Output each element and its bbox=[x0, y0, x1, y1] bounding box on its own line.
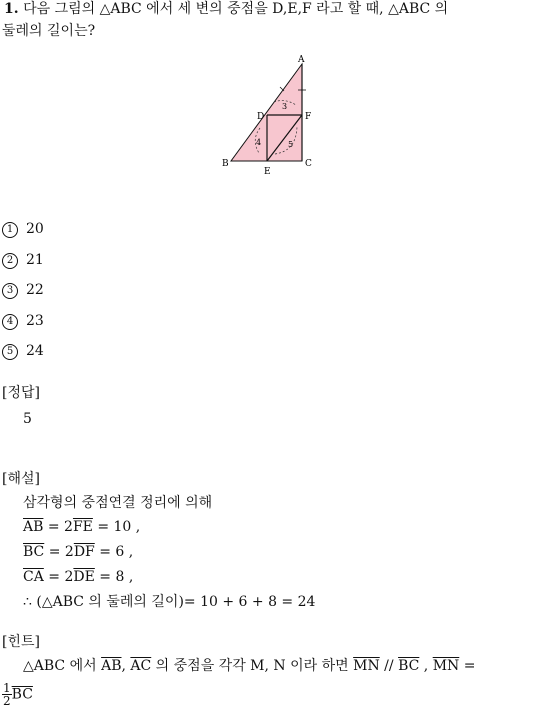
choice-marker: 1 bbox=[2, 222, 18, 238]
equation-text: = 6 , bbox=[94, 544, 134, 560]
choice-marker: 2 bbox=[2, 253, 18, 269]
segment-label: $\overline{DE}$ bbox=[73, 569, 95, 585]
question-text-2: 둘레의 길이는? bbox=[2, 23, 96, 39]
label-f: F bbox=[305, 112, 312, 122]
choice-value: 21 bbox=[26, 252, 44, 268]
choice-4[interactable] bbox=[2, 313, 44, 330]
choice-value: 24 bbox=[26, 343, 44, 359]
question-line-1 bbox=[4, 0, 448, 18]
answer-value: 5 bbox=[23, 411, 32, 427]
hint-text: = bbox=[459, 658, 476, 674]
length-df: 3 bbox=[282, 102, 288, 111]
segment-label: $\overline{BC}$ bbox=[23, 544, 45, 560]
choice-marker: 5 bbox=[2, 344, 18, 360]
equation-text: = 2 bbox=[43, 519, 73, 535]
choice-marker: 3 bbox=[2, 283, 18, 299]
fraction-denominator: 2 bbox=[3, 694, 11, 708]
choice-value: 22 bbox=[26, 282, 44, 298]
label-d: D bbox=[257, 112, 265, 122]
explanation-eq-2 bbox=[23, 543, 133, 561]
segment-label: $\overline{DF}$ bbox=[73, 544, 95, 560]
equation-text: = 10 , bbox=[92, 519, 141, 535]
choice-3[interactable] bbox=[2, 282, 44, 299]
equation-text: = 8 , bbox=[94, 569, 134, 585]
explanation-intro: 삼각형의 중점연결 정리에 의해 bbox=[23, 495, 213, 511]
hint-heading: [힌트] bbox=[2, 634, 40, 650]
segment-label: $\overline{AB}$ bbox=[23, 519, 44, 535]
question-text-1: 다음 그림의 △ABC 에서 세 변의 중점을 D,E,F 라고 할 때, △ABC 의 bbox=[23, 1, 449, 17]
length-de: 4 bbox=[256, 138, 262, 147]
choice-1[interactable] bbox=[2, 221, 44, 238]
segment-label: $\overline{FE}$ bbox=[72, 519, 93, 535]
hint-text: , bbox=[419, 658, 433, 674]
hint-text: // bbox=[379, 658, 399, 674]
hint-text: , bbox=[121, 658, 131, 674]
segment-label: $\overline{AC}$ bbox=[130, 658, 152, 674]
choice-value: 23 bbox=[26, 313, 44, 329]
fraction-numerator: 1 bbox=[3, 681, 11, 695]
label-b: B bbox=[222, 159, 229, 169]
choice-value: 20 bbox=[26, 221, 44, 237]
fraction-one-half bbox=[2, 682, 12, 707]
segment-label: $\overline{MN}$ bbox=[353, 658, 380, 674]
explanation-conclusion: ∴ (△ABC 의 둘레의 길이)= 10 + 6 + 8 = 24 bbox=[23, 594, 316, 610]
answer-heading: [정답] bbox=[2, 385, 40, 401]
segment-label: $\overline{BC}$ bbox=[11, 686, 33, 703]
length-ef: 5 bbox=[288, 140, 294, 149]
triangle-figure bbox=[218, 54, 318, 176]
hint-text: 의 중점을 각각 M, N 이라 하면 bbox=[151, 658, 354, 674]
segment-label: $\overline{AB}$ bbox=[101, 658, 122, 674]
explanation-eq-1 bbox=[23, 518, 140, 536]
choice-5[interactable] bbox=[2, 343, 44, 360]
question-line-2 bbox=[2, 22, 95, 40]
segment-label: $\overline{BC}$ bbox=[398, 658, 420, 674]
choice-2[interactable] bbox=[2, 252, 44, 269]
segment-label: $\overline{MN}$ bbox=[432, 658, 460, 674]
choice-marker: 4 bbox=[2, 314, 18, 330]
question-number: 1. bbox=[4, 1, 19, 17]
equation-text: = 2 bbox=[44, 544, 74, 560]
hint-line-2 bbox=[2, 682, 33, 707]
label-e: E bbox=[264, 167, 271, 176]
segment-label: $\overline{CA}$ bbox=[23, 569, 44, 585]
label-c: C bbox=[305, 159, 312, 169]
equation-text: = 2 bbox=[43, 569, 74, 585]
hint-line-1 bbox=[23, 657, 475, 675]
explanation-eq-3 bbox=[23, 568, 133, 586]
label-a: A bbox=[298, 55, 305, 65]
explanation-heading: [해설] bbox=[2, 471, 40, 487]
hint-text: △ABC 에서 bbox=[23, 658, 102, 674]
